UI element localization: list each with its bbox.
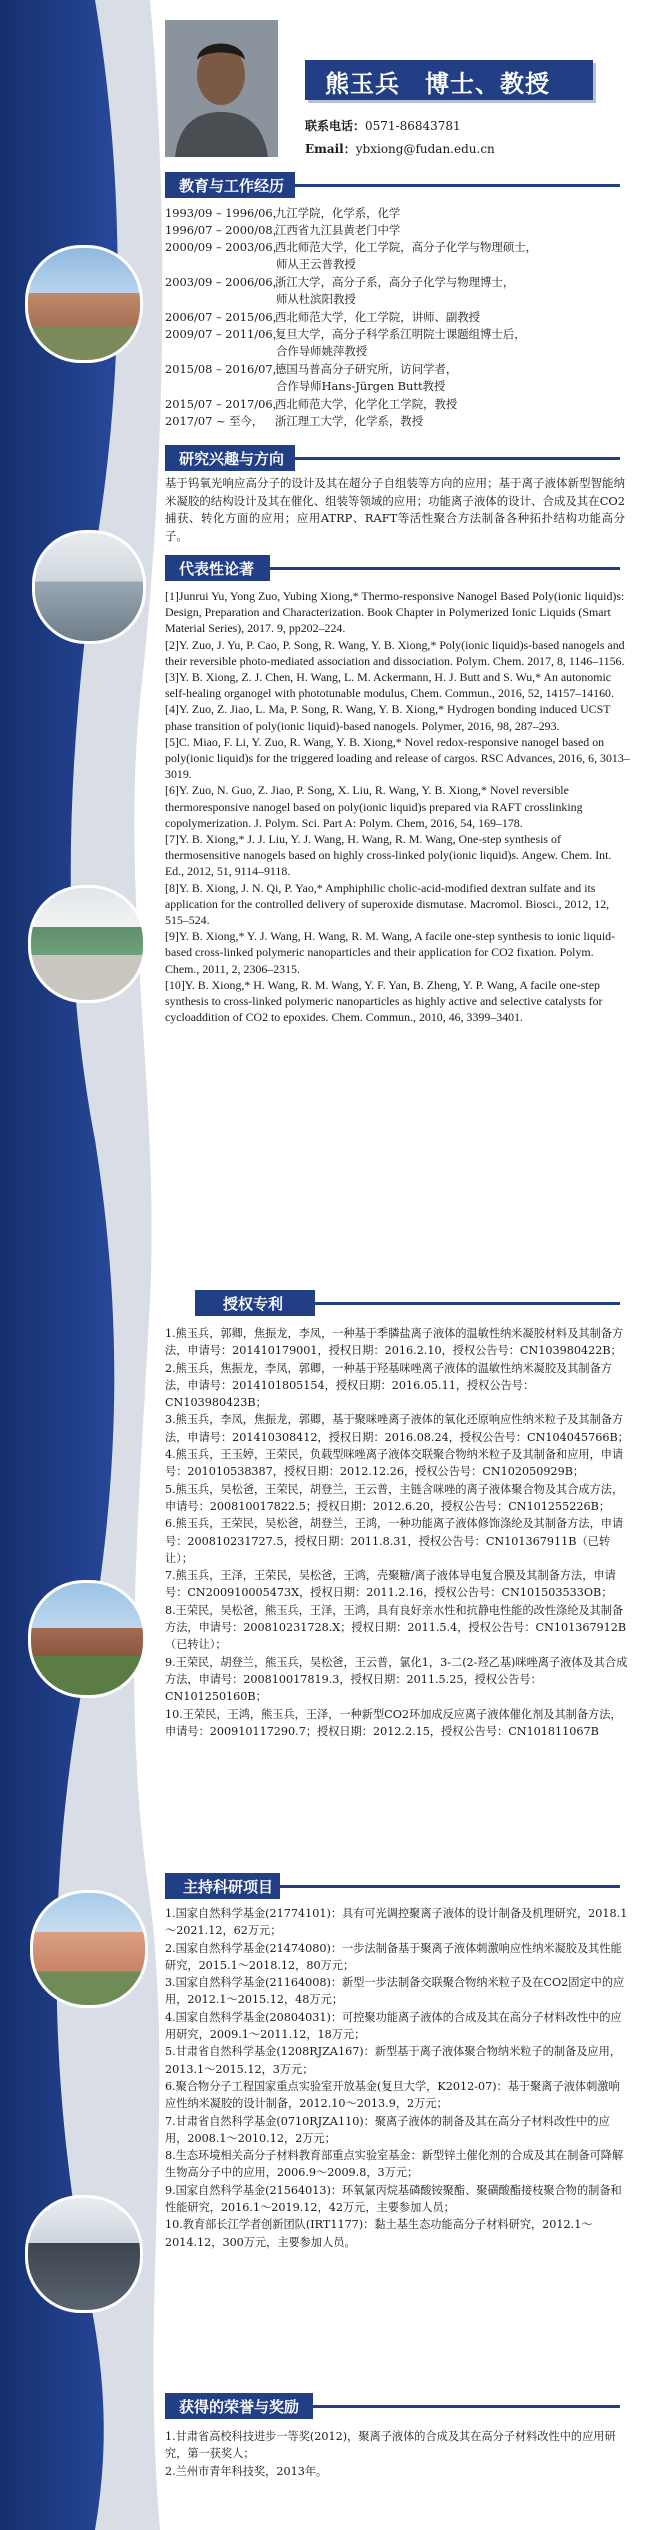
lab-photo [32, 530, 146, 644]
project-item: 5.甘肃省自然科学基金(1208RJZA167)：新型基于离子液体聚合物纳米粒子的制备及应用，2013.1～2015.12，3万元； [165, 2045, 621, 2076]
project-item: 7.甘肃省自然科学基金(0710RJZA110)：聚离子液体的制备及其在高分子材料改性中的应用，2008.1～2010.12，2万元； [165, 2114, 610, 2145]
honor-list [165, 2428, 630, 2480]
edu-row-1: 1993/09 – 1996/06，九江学院，化学系，化学 [165, 206, 401, 220]
patent-item: 8.王荣民，吴松爸，熊玉兵，王泽，王鸿，具有良好亲水性和抗静电性能的改性涤纶及其制备方法，申请号：200810231728.X；授权日期：2011.5.4，授权公告号：CN101367912B（已转让）； [165, 1603, 627, 1652]
edu-row-4-cont: 师从杜滨阳教授 [276, 292, 356, 306]
campus-photo-2 [28, 1580, 146, 1698]
section-patents-header [165, 1290, 620, 1316]
patent-item: 7.熊玉兵，王泽，王荣民，吴松爸，王鸿，壳聚糖/离子液体导电复合膜及其制备方法，申请号：CN200910005473X，授权日期：2011.2.16，授权公告号：CN101503533OB； [165, 1569, 616, 1600]
honor-item: 1.甘肃省高校科技进步一等奖(2012)，聚离子液体的合成及其在高分子材料改性中的应用研究，第一获奖人； [165, 2430, 616, 2461]
phone-line [305, 117, 461, 134]
project-item: 1.国家自然科学基金(21774101)：具有可光调控聚离子液体的设计制备及机理研究，2018.1～2021.12，62万元； [165, 1907, 628, 1938]
section-projects-header [165, 1873, 620, 1899]
edu-row-8: 2015/07 – 2017/06，西北师范大学，化学化工学院，教授 [165, 397, 458, 411]
email-line [305, 140, 495, 157]
edu-row-7-cont: 合作导师Hans-Jürgen Butt教授 [276, 379, 446, 393]
section-title: 研究兴趣与方向 [179, 450, 285, 468]
edu-row-2: 1996/07 – 2000/08，江西省九江县黄老门中学 [165, 223, 401, 237]
paper-item: [8]Y. B. Xiong, J. N. Qi, P. Yao,* Amphiphilic cholic-acid-modified dextran sulfate and its application for the controlled delivery of superoxide dismutase. Macromol. Biosci., 2012, 12, 515–524. [165, 880, 610, 928]
patent-item: 3.熊玉兵，李凤，焦振龙，郭卿，基于聚咪唑离子液体的氧化还原响应性纳米粒子及其制备方法，申请号：201410308412，授权日期：2016.08.24，授权公告号：CN104045766B； [165, 1413, 629, 1444]
edu-row-4: 2003/09 – 2006/06，浙江大学，高分子系，高分子化学与物理博士， [165, 275, 515, 289]
patent-list [165, 1325, 630, 1740]
name-title-bar [305, 60, 593, 100]
project-item: 9.国家自然科学基金(21564013)：环氧氯丙烷基磷酸铵聚酯、聚磺酸酯接枝聚合物的制备和性能研究，2016.1～2019.12，42万元，主要参加人员； [165, 2183, 622, 2215]
paper-list [165, 588, 630, 1025]
paper-item: [3]Y. B. Xiong, Z. J. Chen, H. Wang, L. M. Ackermann, H. J. Butt and S. Wu,* An autonomic self-healing organogel with phototunable modulus, Chem. Commun., 2016, 52, 14157–14160. [165, 670, 614, 701]
section-title: 教育与工作经历 [179, 177, 285, 195]
section-title: 授权专利 [223, 1295, 284, 1313]
patent-item: 4.熊玉兵，王玉婷，王荣民，负载型咪唑离子液体交联聚合物纳米粒子及其制备和应用，申请号：201010538387，授权日期：2012.12.26，授权公告号：CN102050929B； [165, 1448, 624, 1479]
section-title: 主持科研项目 [183, 1878, 274, 1896]
paper-item: [5]C. Miao, F. Li, Y. Zuo, R. Wang, Y. B. Xiong,* Novel redox-responsive nanogel based on poly(ionic liquid)s for the triggered loading and release of cargos. RSC Advances, 2016, 6, 3013–3019. [165, 734, 630, 782]
section-title: 获得的荣誉与奖励 [179, 2398, 300, 2416]
patent-item: 6.熊玉兵，王荣民，吴松爸，胡登兰，王鸿，一种功能离子液体修饰涤纶及其制备方法，申请号：200810231727.5，授权日期：2011.8.31，授权公告号：CN101367911B（已转让）； [165, 1517, 624, 1565]
paper-item: [9]Y. B. Xiong,* Y. J. Wang, H. Wang, R. M. Wang, A facile one-step synthesis to ionic liquid-based cross-linked polymeric nanoparticles and their application for CO2 fixation. Polym. Chem., 2011, 2, 2306–2315. [165, 929, 616, 976]
email-label: Email： [305, 142, 356, 156]
edu-row-3: 2000/09 – 2003/06，西北师范大学，化工学院，高分子化学与物理硕士， [165, 240, 537, 254]
section-education-header [165, 172, 620, 198]
phone-number: 0571-86843781 [365, 119, 461, 133]
project-item: 4.国家自然科学基金(20804031)：可控聚功能离子液体的合成及其在高分子材料改性中的应用研究，2009.1～2011.12，18万元； [165, 2010, 622, 2042]
research-paragraph: 基于钨氧光响应高分子的设计及其在超分子自组装等方向的应用；基于离子液体新型智能纳米凝胶的结构设计及其在催化、组装等领域的应用；功能离子液体的设计、合成及其在CO2捕获、转化方面的应用；应用ATRP、RAFT等活性聚合方法制备各种拓扑结构功能高分子。 [165, 476, 625, 543]
edu-row-6-cont: 合作导师姚萍教授 [276, 344, 368, 358]
patent-item: 2.熊玉兵，焦振龙，李凤，郭卿，一种基于羟基咪唑离子液体的温敏性纳米凝胶及其制备方法，申请号：2014101805154，授权日期：2016.05.11，授权公告号：CN103980423B； [165, 1361, 612, 1410]
person-name: 熊玉兵 博士、教授 [325, 69, 550, 98]
edu-row-6: 2009/07 – 2011/06，复旦大学，高分子科学系江明院士课题组博士后， [165, 327, 526, 341]
paper-item: [7]Y. B. Xiong,* J. J. Liu, Y. J. Wang, H. Wang, R. M. Wang, One-step synthesis of thermosensitive nanogels based on highly cross-linked poly(ionic liquid)s. Angew. Chem. Int. Ed., 2012, 51, 9114–9118. [165, 832, 612, 879]
edu-row-7: 2015/08 – 2016/07，德国马普高分子研究所，访问学者， [165, 362, 458, 376]
building-photo [30, 1890, 148, 2008]
patent-item: 9.王荣民，胡登兰，熊玉兵，吴松爸，王云普，氯化1，3-二(2-羟乙基)咪唑离子液体及其合成方法，申请号：200810017819.3，授权日期：2011.5.25，授权公告号：CN101250160B； [165, 1655, 628, 1704]
paper-item: [2]Y. Zuo, J. Yu, P. Cao, P. Song, R. Wang, Y. B. Xiong,* Poly(ionic liquid)s-based nanogels and their reversible photo-mediated association and dissociation. Polym. Chem. 2017, 8, 1146–1156. [165, 637, 625, 668]
project-item: 8.生态环境相关高分子材料教育部重点实验室基金：新型锌土催化剂的合成及其在制备可降解生物高分子中的应用，2006.9～2009.8，3万元； [165, 2149, 624, 2180]
section-research-header [165, 445, 620, 471]
edu-row-5: 2006/07 – 2015/06，西北师范大学，化工学院，讲师、副教授 [165, 310, 481, 324]
instrument-photo [25, 2195, 143, 2313]
patent-item: 1.熊玉兵，郭卿，焦振龙，李凤，一种基于季膦盐离子液体的温敏性纳米凝胶材料及其制备方法，申请号：201410179001，授权日期：2016.2.10，授权公告号：CN103980422B； [165, 1327, 624, 1358]
edu-row-9: 2017/07 ~ 至今， 浙江理工大学，化学系，教授 [165, 414, 424, 428]
patent-item: 10.王荣民，王鸿，熊玉兵，王泽，一种新型CO2环加成反应离子液体催化剂及其制备方法，申请号：200910117290.7；授权日期：2012.2.15，授权公告号：CN101811067B [165, 1707, 622, 1738]
section-honors-header [165, 2393, 620, 2419]
project-item: 3.国家自然科学基金(21164008)：新型一步法制备交联聚合物纳米粒子及在CO2固定中的应用，2012.1～2015.12，48万元； [165, 1976, 625, 2007]
paper-item: [6]Y. Zuo, N. Guo, Z. Jiao, P. Song, X. Liu, R. Wang, Y. B. Xiong,* Novel reversible thermoresponsive nanogel based on poly(ionic liquid)s prepared via RAFT crosslinking copolymerization. J. Polym. Sci. Part A: Polym. Chem, 2016, 54, 169–178. [165, 783, 583, 830]
exhibition-hall-photo [28, 885, 146, 1003]
campus-photo-1 [25, 245, 143, 363]
email-address: ybxiong@fudan.edu.cn [355, 142, 495, 156]
project-item: 2.国家自然科学基金(21474080)：一步法制备基于聚离子液体刺激响应性纳米凝胶及其性能研究，2015.1～2018.12，80万元； [165, 1941, 622, 1972]
phone-label: 联系电话： [305, 119, 366, 133]
patent-item: 5.熊玉兵，吴松爸，王荣民，胡登兰，王云普，主链含咪唑的离子液体聚合物及其合成方法，申请号：200810017822.5；授权日期：2012.6.20，授权公告号：CN101255226B； [165, 1482, 624, 1513]
project-item: 6.聚合物分子工程国家重点实验室开放基金(复旦大学，K2012-07)：基于聚离子液体刺激响应性纳米凝胶的设计制备，2012.10～2013.9，2万元； [165, 2079, 620, 2111]
project-item: 10.教育部长江学者创新团队(IRT1177)：黏土基生态功能高分子材料研究，2012.1～2014.12，300万元，主要参加人员。 [165, 2218, 593, 2249]
section-title: 代表性论著 [179, 560, 255, 578]
edu-row-3-cont: 师从王云普教授 [276, 257, 356, 271]
person-icon [165, 20, 278, 157]
portrait-photo [165, 20, 278, 157]
paper-item: [10]Y. B. Xiong,* H. Wang, R. M. Wang, Y. F. Yan, B. Zheng, Y. P. Wang, A facile one-step synthesis to cross-linked polymeric nanoparticles as highly active and selective catalysts for cycloaddition of CO2 to epoxides. Chem. Commun., 2010, 46, 3399–3401. [165, 977, 603, 1025]
paper-item: [4]Y. Zuo, Z. Jiao, L. Ma, P. Song, R. Wang, Y. B. Xiong,* Hydrogen bonding induced UCST phase transition of poly(ionic liquid)-based nanogels. Polymer, 2016, 98, 287–293. [165, 702, 611, 733]
project-list [165, 1905, 630, 2251]
honor-item: 2.兰州市青年科技奖，2013年。 [165, 2464, 328, 2478]
section-papers-header [165, 555, 620, 581]
paper-item: [1]Junrui Yu, Yong Zuo, Yubing Xiong,* Thermo-responsive Nanogel Based Poly(ionic liquid)s: Design, Preparation and Characterization. Book Chapter in Polymerized Ionic Liquids (Smart Material Series), 2017. 9, pp202–224. [165, 589, 625, 636]
